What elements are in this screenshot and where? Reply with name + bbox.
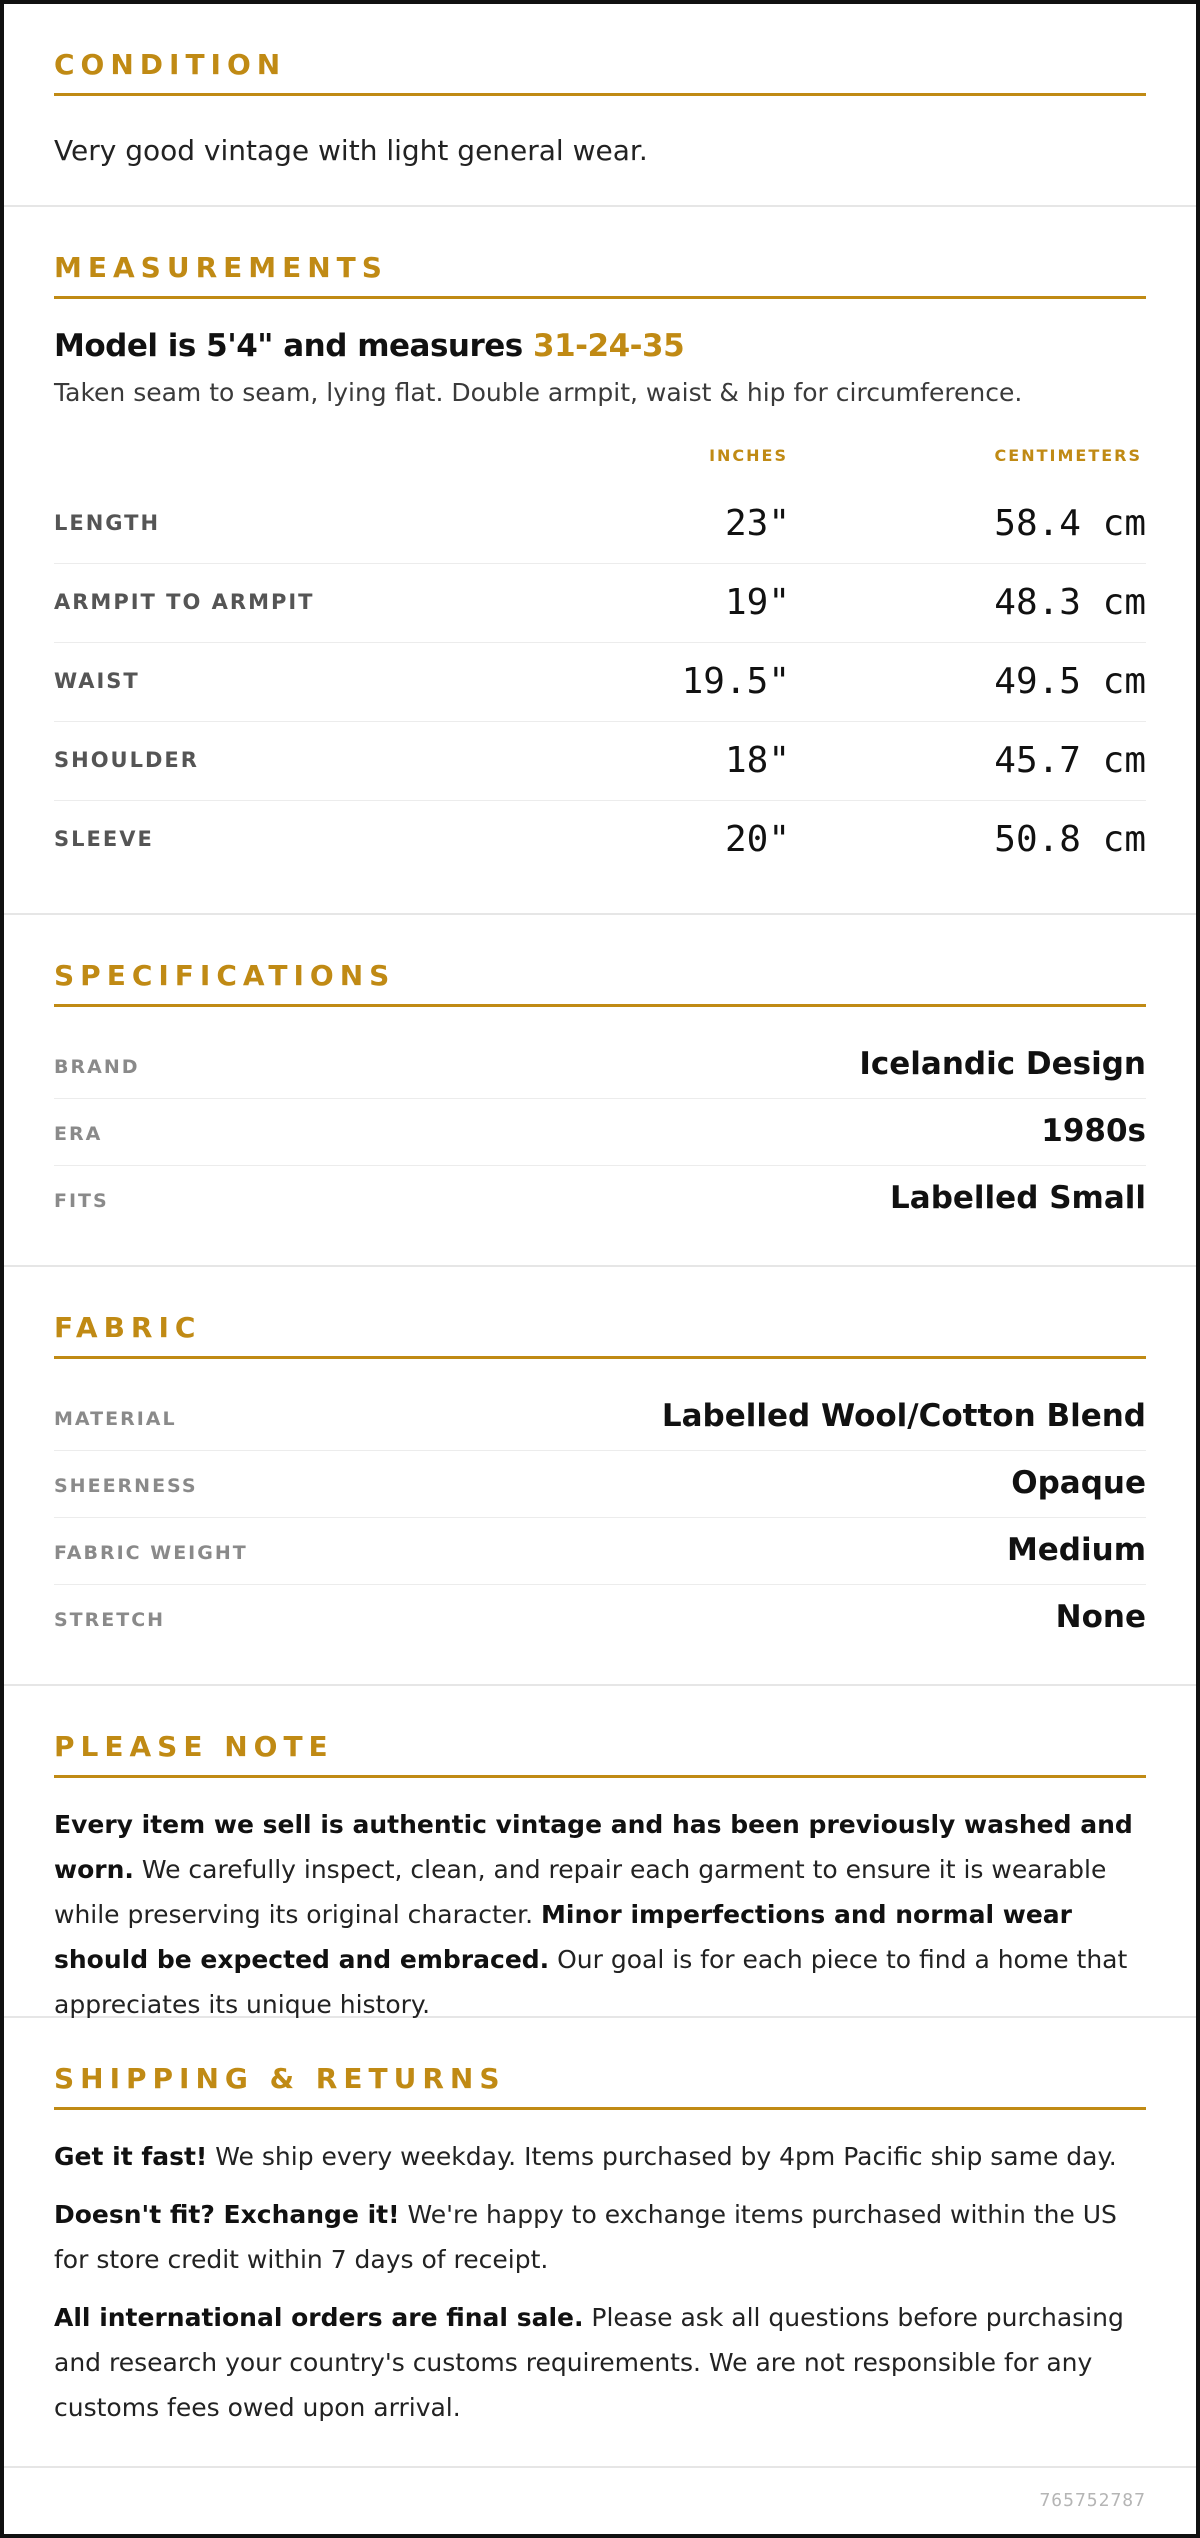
measurement-centimeters: 50.8 cm — [994, 819, 1146, 860]
please-note-bold-2: Minor imperfections and normal wear should be expected and embraced. — [54, 1900, 1072, 1974]
measurement-row — [54, 801, 1146, 880]
spec-label: FITS — [54, 1190, 109, 1212]
condition-heading: CONDITION — [54, 48, 1146, 96]
measurement-inches: 18" — [724, 740, 790, 781]
fabric-value: Labelled Wool/Cotton Blend — [661, 1398, 1146, 1434]
shipping-heading: SHIPPING & RETURNS — [54, 2062, 1146, 2110]
measurement-label: ARMPIT TO ARMPIT — [54, 590, 315, 614]
spec-label: BRAND — [54, 1056, 140, 1078]
shipping-paragraph-1 — [54, 2134, 1146, 2179]
spec-value: 1980s — [1041, 1113, 1146, 1149]
shipping-bold-1: Get it fast! — [54, 2142, 208, 2171]
fabric-row — [54, 1384, 1146, 1451]
measurement-inches: 19.5" — [681, 661, 790, 702]
model-measurements-line — [54, 328, 684, 364]
measurement-centimeters: 48.3 cm — [994, 582, 1146, 623]
measurement-inches: 19" — [724, 582, 790, 623]
please-note-text-2: Our goal is for each piece to find a home that appreciates its unique history. — [54, 1945, 1128, 2019]
fabric-heading: FABRIC — [54, 1311, 1146, 1359]
measurement-label: LENGTH — [54, 511, 161, 535]
measurements-heading: MEASUREMENTS — [54, 251, 1146, 299]
please-note-heading: PLEASE NOTE — [54, 1730, 1146, 1778]
condition-text: Very good vintage with light general wear. — [54, 134, 648, 167]
shipping-paragraph-2 — [54, 2192, 1146, 2282]
shipping-bold-2: Doesn't fit? Exchange it! — [54, 2200, 400, 2229]
spec-row — [54, 1166, 1146, 1233]
fabric-row — [54, 1518, 1146, 1585]
measurement-row — [54, 485, 1146, 564]
measurement-row — [54, 643, 1146, 722]
shipping-text-1: We ship every weekday. Items purchased by 4pm Pacific ship same day. — [207, 2142, 1117, 2171]
fabric-label: SHEERNESS — [54, 1475, 198, 1497]
measurement-centimeters: 45.7 cm — [994, 740, 1146, 781]
measurement-row — [54, 564, 1146, 643]
measurement-label: SHOULDER — [54, 748, 199, 772]
spec-row — [54, 1099, 1146, 1166]
please-note-bold-1: Every item we sell is authentic vintage and has been previously washed and worn. — [54, 1810, 1133, 1884]
please-note-section — [4, 1686, 1196, 2018]
model-measures-value: 31-24-35 — [533, 328, 685, 364]
product-id: 765752787 — [1039, 2490, 1146, 2511]
spec-value: Icelandic Design — [859, 1046, 1146, 1082]
fabric-label: MATERIAL — [54, 1408, 177, 1430]
measurement-inches: 23" — [724, 503, 790, 544]
please-note-text — [54, 1802, 1146, 2027]
fabric-row — [54, 1451, 1146, 1518]
column-header-centimeters: CENTIMETERS — [994, 446, 1142, 465]
fabric-row — [54, 1585, 1146, 1652]
model-prefix: Model is 5'4" and measures — [54, 328, 534, 364]
shipping-text-2: We're happy to exchange items purchased within the US for store credit within 7 days of receipt. — [54, 2200, 1117, 2274]
fabric-value: Medium — [1006, 1532, 1146, 1568]
measurement-label: SLEEVE — [54, 827, 154, 851]
measurement-centimeters: 49.5 cm — [994, 661, 1146, 702]
please-note-text-1: We carefully inspect, clean, and repair each garment to ensure it is wearable while preserving its original character. — [54, 1855, 1107, 1929]
shipping-text-3: Please ask all questions before purchasing and research your country's customs requirements. We are not responsible for any customs fees owed upon arrival. — [54, 2303, 1124, 2422]
measurement-label: WAIST — [54, 669, 140, 693]
column-header-inches: INCHES — [709, 446, 788, 465]
fabric-label: FABRIC WEIGHT — [54, 1542, 248, 1564]
shipping-bold-3: All international orders are final sale. — [54, 2303, 584, 2332]
spec-row — [54, 1032, 1146, 1099]
specifications-heading: SPECIFICATIONS — [54, 959, 1146, 1007]
fabric-value: None — [1055, 1599, 1146, 1635]
shipping-paragraph-3 — [54, 2295, 1146, 2430]
measurement-row — [54, 722, 1146, 801]
fabric-label: STRETCH — [54, 1609, 166, 1631]
measurement-inches: 20" — [724, 819, 790, 860]
spec-value: Labelled Small — [890, 1180, 1146, 1216]
fabric-value: Opaque — [1011, 1465, 1146, 1501]
measurement-centimeters: 58.4 cm — [994, 503, 1146, 544]
shipping-section — [4, 2018, 1196, 2468]
measurements-note: Taken seam to seam, lying flat. Double armpit, waist & hip for circumference. — [54, 378, 1023, 407]
spec-label: ERA — [54, 1123, 103, 1145]
condition-section — [4, 4, 1196, 207]
